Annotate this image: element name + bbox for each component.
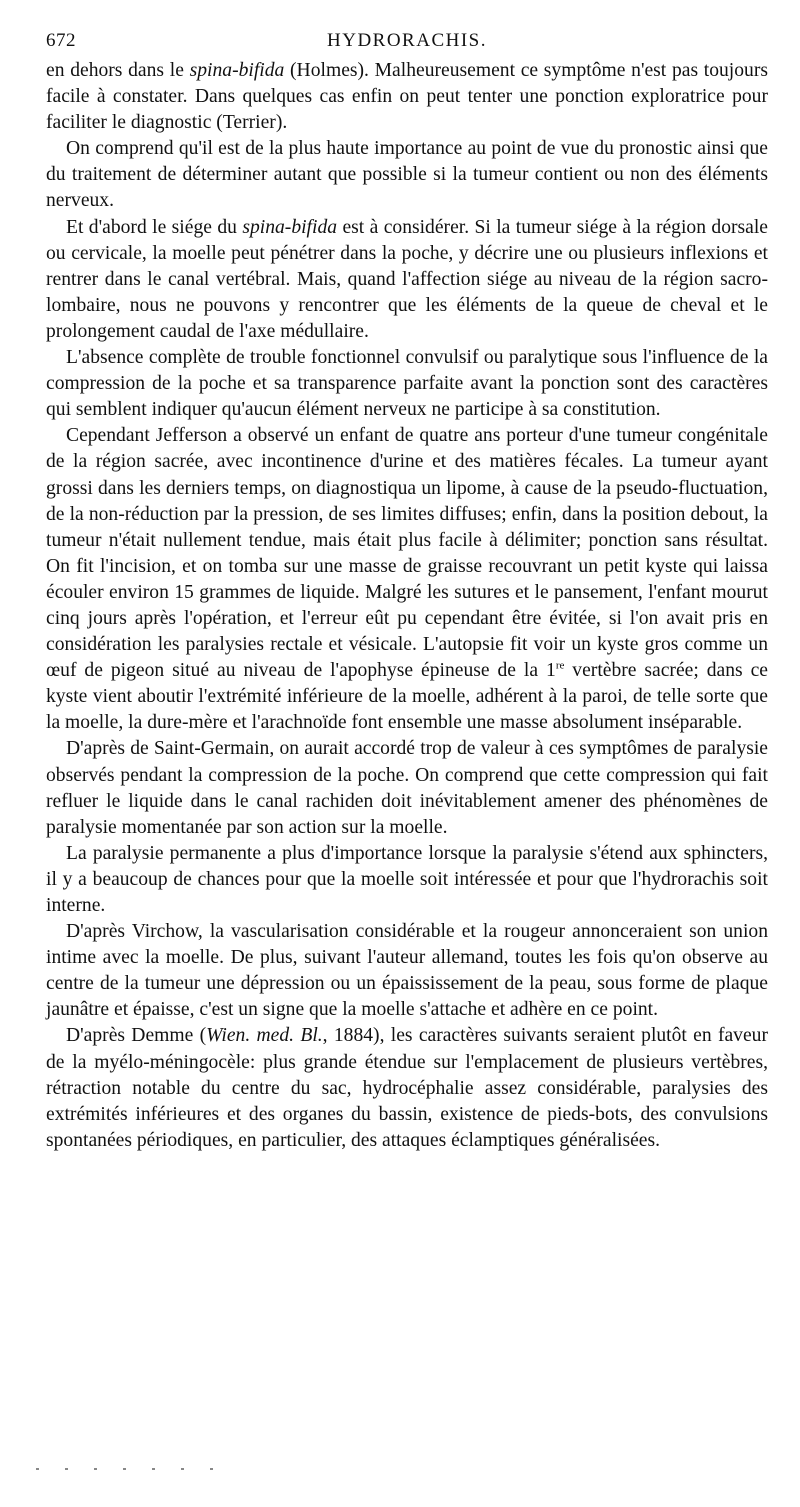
page-header	[46, 30, 768, 58]
paragraph	[46, 345, 768, 423]
text-segment: La paralysie permanente a plus d'importance lorsque la paralysie s'étend aux sphincters, il y a beaucoup de chances pour que la moelle soit intéressée et pour que l'hydrorachis soit interne.	[46, 842, 768, 916]
paragraph	[46, 58, 768, 136]
text-segment: Cependant Jefferson a observé un enfant de quatre ans porteur d'une tumeur congénitale de la région sacrée, avec incontinence d'urine et des matières fécales. La tumeur ayant grossi dans les derniers temps, on diagnostiqua un lipome, à cause de la pseudo-fluctuation, de la non-réduction par la pression, de ses limites diffuses; enfin, dans la position debout, la tumeur n'était nullement tendue, mais était plus facile à délimiter; ponction sans résultat. On fit l'incision, et on tomba sur une masse de graisse recouvrant un petit kyste qui laissa écouler environ 15 grammes de liquide. Malgré les sutures et le pansement, l'enfant mourut cinq jours après l'opération, et l'erreur eût pu cependant être évitée, si l'on avait pris en considération les paralysies rectale et vésicale. L'autopsie fit voir un kyste gros comme un œuf de pigeon situé au niveau de l'apophyse épineuse de la 1	[46, 425, 768, 682]
text-segment: en dehors dans le	[46, 60, 190, 81]
text-segment: vertèbre sacrée; dans ce kyste vient aboutir l'extrémité inférieure de la moelle, adhérent à la paroi, de telle sorte que la moelle, la dure-mère et l'arachnoïde font ensemble une masse absolument inséparable.	[46, 660, 768, 734]
paragraph	[46, 423, 768, 736]
text-segment: Et d'abord le siége du	[66, 216, 243, 238]
text-segment: On comprend qu'il est de la plus haute importance au point de vue du pronostic ainsi que du traitement de déterminer autant que possible si la tumeur contient ou non des éléments nerveux.	[46, 138, 768, 212]
paragraph	[46, 1023, 768, 1153]
text-segment: D'après de Saint-Germain, on aurait accordé trop de valeur à ces symptômes de paralysie observés pendant la compression de la poche. On comprend que cette compression qui fait refluer le liquide dans le canal rachiden doit inévitablement amener des phénomènes de paralysie momentanée par son action sur la moelle.	[46, 738, 768, 838]
paragraph	[46, 919, 768, 1023]
paragraph	[46, 215, 768, 345]
running-title: HYDRORACHIS.	[327, 30, 487, 51]
text-segment: D'après Demme (	[66, 1025, 207, 1047]
text-segment: est à considérer. Si la tumeur siége à la région dorsale ou cervicale, la moelle peut pénétrer dans la poche, y décrire une ou plusieurs inflexions et rentrer dans le canal vertébral. Mais, quand l'affection siége au niveau de la région sacro-lombaire, nous ne pouvons y rencontrer que les éléments de la queue de cheval et le prolongement caudal de l'axe médullaire.	[46, 216, 768, 342]
body-text	[46, 58, 768, 1154]
paragraph	[46, 736, 768, 840]
page-number: 672	[46, 30, 76, 51]
italic-text: spina-bifida	[189, 60, 285, 81]
book-page	[46, 30, 768, 1154]
text-segment: D'après Virchow, la vascularisation considérable et la rougeur annonceraient son union intime avec la moelle. De plus, suivant l'auteur allemand, toutes les fois qu'on observe au centre de la tumeur une dépression ou un épaississement de la peau, sous forme de plaque jaunâtre et épaisse, c'est un signe que la moelle s'attache et adhère en ce point.	[46, 921, 768, 1021]
text-segment: (Holmes). Malheureusement ce symptôme n'est pas toujours facile à constater. Dans quelques cas enfin on peut tenter une ponction exploratrice pour faciliter le diagnostic (Terrier).	[46, 60, 768, 134]
paragraph	[46, 136, 768, 214]
text-segment: L'absence complète de trouble fonctionnel convulsif ou paralytique sous l'influence de la compression de la poche et sa transparence parfaite avant la ponction sont des caractères qui semblent indiquer qu'aucun élément nerveux ne participe à sa constitution.	[46, 347, 768, 421]
paragraph	[46, 841, 768, 919]
text-segment: , 1884), les caractères suivants seraient plutôt en faveur de la myélo-méningocèle: plus grande étendue sur l'emplacement de plusieurs vertèbres, rétraction notable du centre du sac, hydrocéphalie assez considérable, paralysies des extrémités inférieures et des organes du bassin, existence de pieds-bots, des convulsions spontanées périodiques, en particulier, des attaques éclamptiques généralisées.	[46, 1025, 768, 1151]
superscript-text: re	[555, 659, 565, 672]
italic-text: spina-bifida	[242, 216, 338, 238]
italic-text: Wien. med. Bl.	[206, 1025, 323, 1047]
page-bottom-specks	[36, 1468, 736, 1474]
